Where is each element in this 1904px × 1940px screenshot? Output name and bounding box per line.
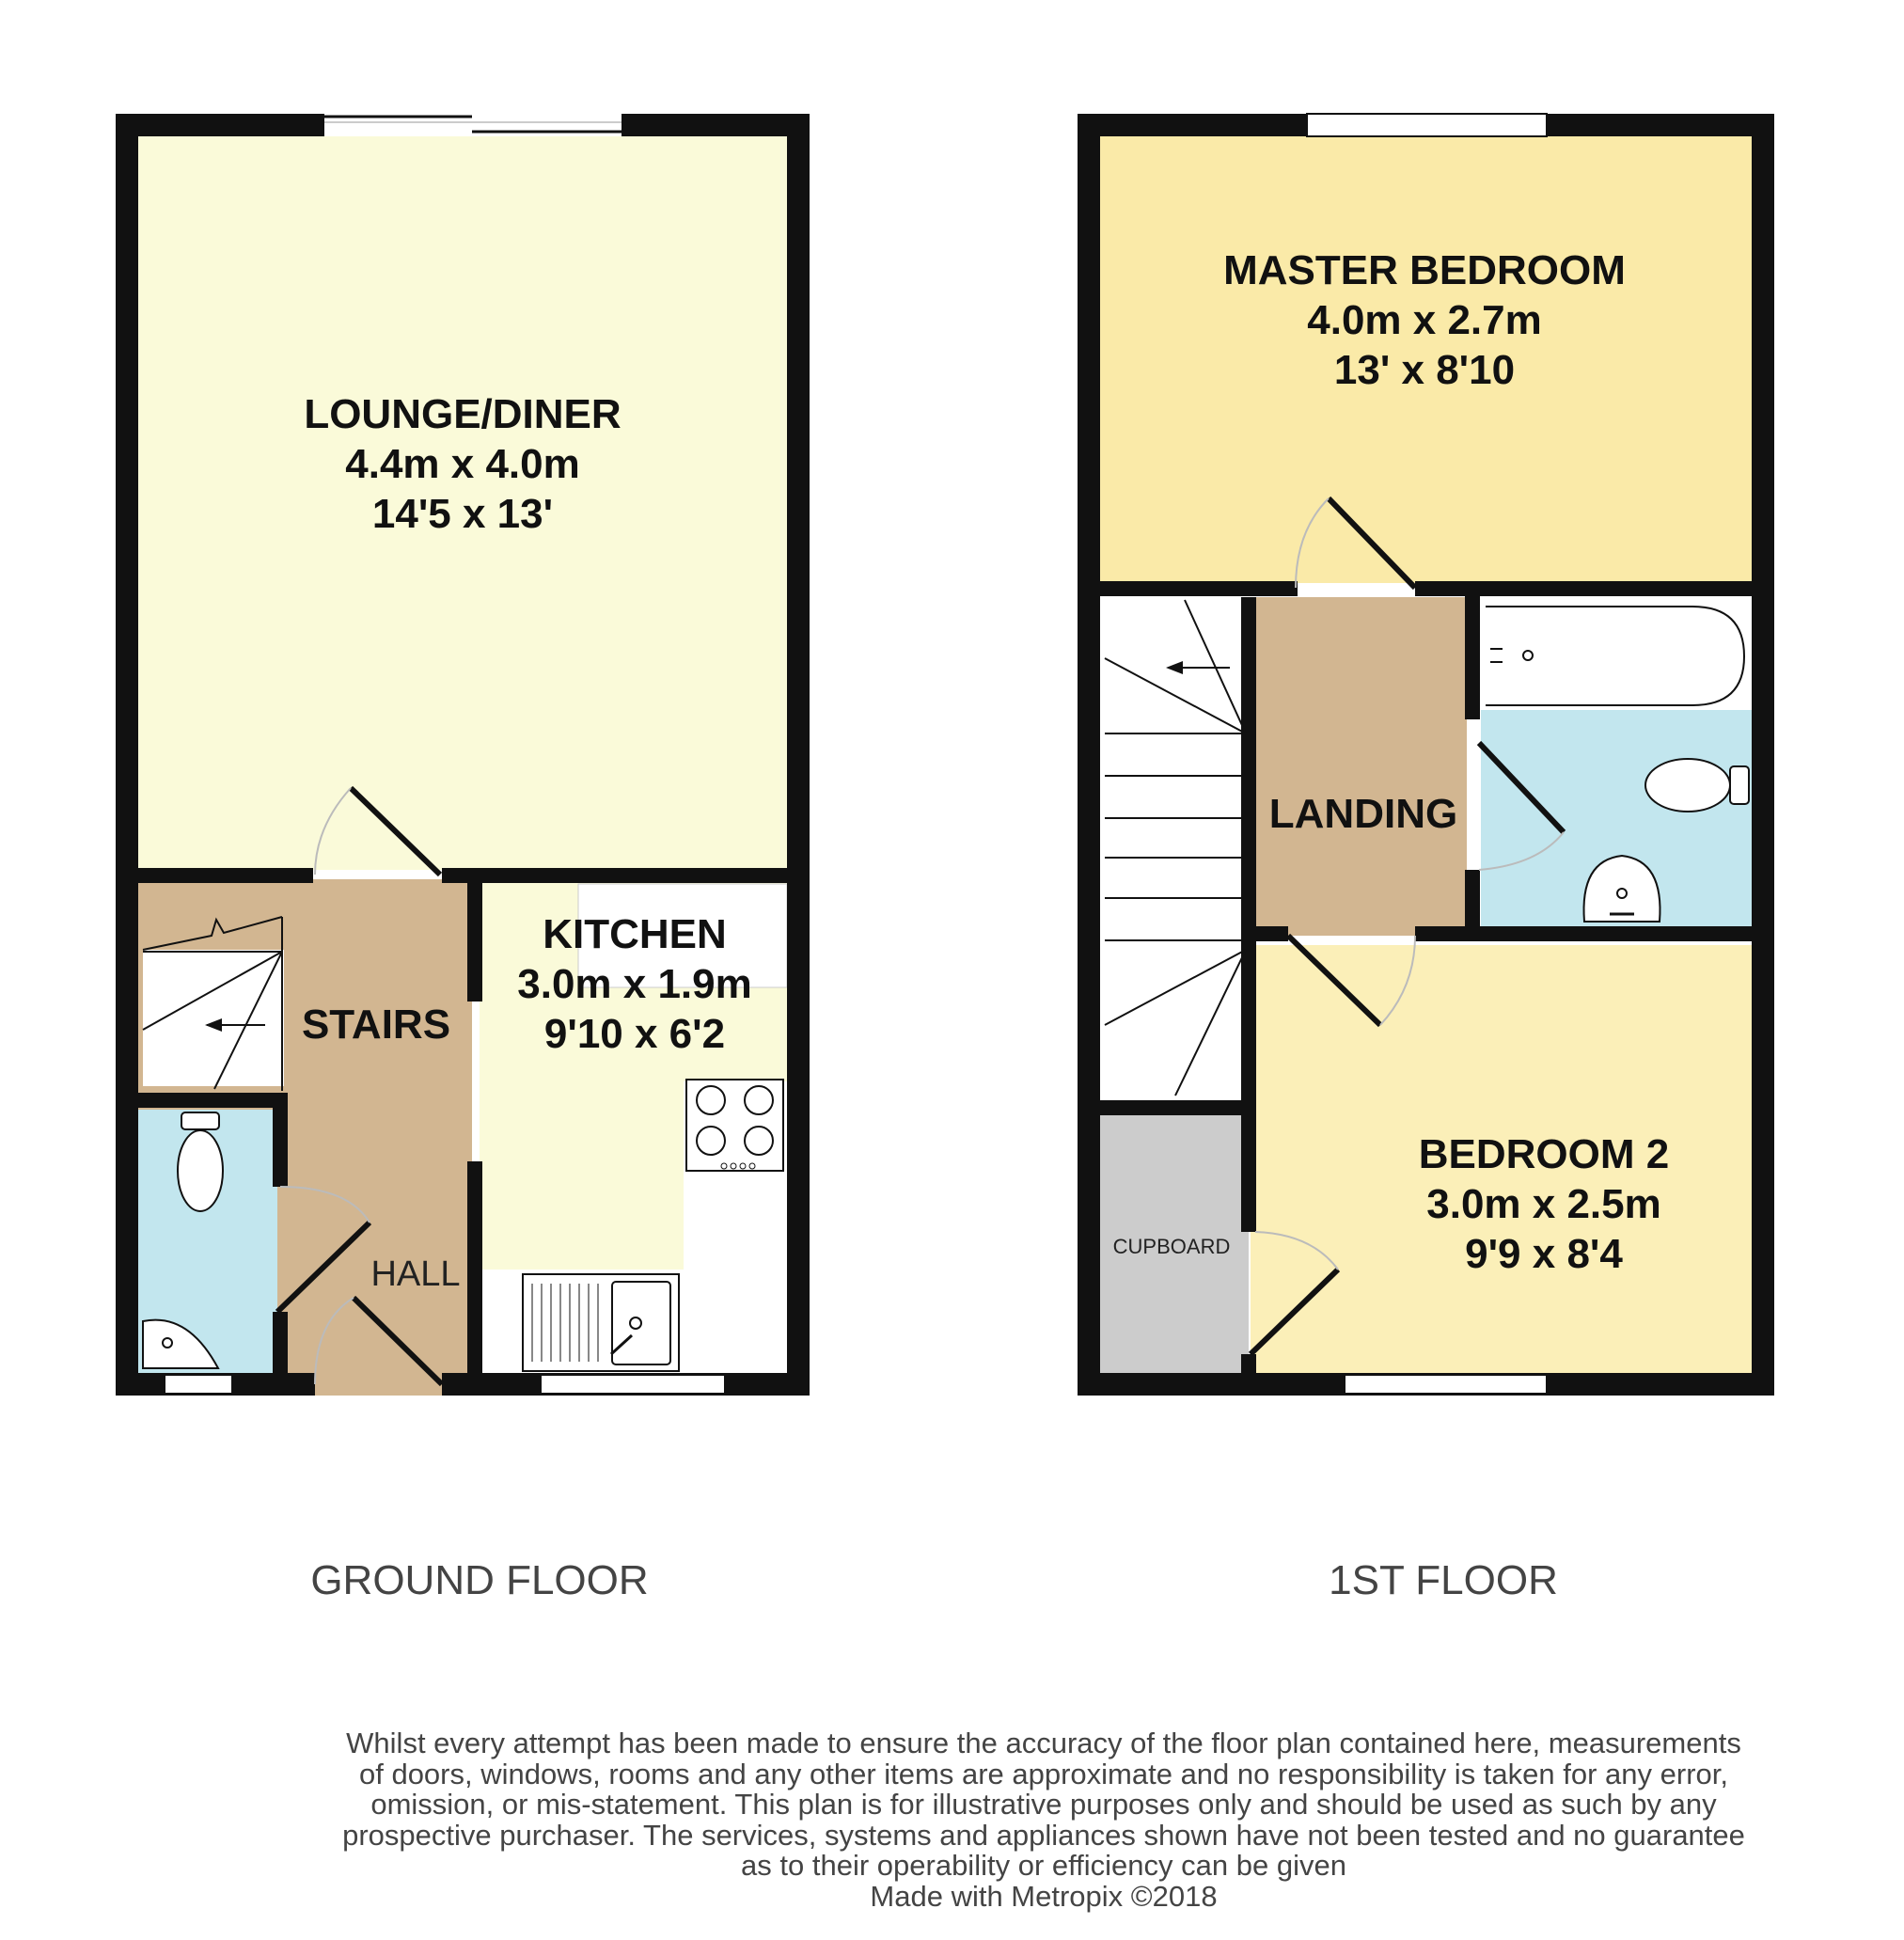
lounge-name-label: LOUNGE/DINER [304,391,622,437]
bathroom-toilet-icon [1645,759,1749,812]
hall-label: HALL [370,1254,461,1294]
ground-floor-plan [127,114,798,1603]
landing-west-wall [1241,597,1256,1110]
stairwell-south-wall [1089,1100,1256,1115]
disclaimer-text [263,1728,1824,1912]
kitchen-metric-label: 3.0m x 1.9m [517,961,752,1007]
wc-east-wall-top [273,1093,288,1187]
lounge-metric-label: 4.4m x 4.0m [345,441,580,487]
credit-line: Made with Metropix ©2018 [870,1879,1218,1913]
master-bedroom-imperial-label: 13' x 8'10 [1333,347,1516,393]
lounge-south-wall-left [127,868,313,883]
kitchen-imperial-label: 9'10 x 6'2 [543,1011,726,1057]
master-bedroom-name-label: MASTER BEDROOM [1223,247,1626,293]
landing-south-wall-left [1241,926,1288,941]
stairwell-area [1100,597,1246,1096]
kitchen-name-label: KITCHEN [543,911,727,957]
cupboard-east-wall-top [1241,1110,1256,1232]
wc-window [165,1375,232,1394]
lounge-south-wall-right [442,868,798,883]
disclaimer-line: of doors, windows, rooms and any other items are approximate and no responsibility is taken for any error, [358,1757,1728,1790]
master-bedroom-window [1307,114,1547,136]
lounge-imperial-label: 14'5 x 13' [371,491,554,537]
landing-south-wall-right [1415,926,1763,941]
first-floor-plan [1089,114,1763,1603]
bathroom-west-wall-top [1465,588,1480,719]
landing-label: LANDING [1268,791,1458,837]
disclaimer-line: prospective purchaser. The services, systems and appliances shown have not been tested and no guarantee [342,1818,1745,1852]
bedroom2-name-label: BEDROOM 2 [1418,1131,1670,1177]
first-floor-title: 1ST FLOOR [1329,1557,1558,1603]
master-bedroom-south-wall-left [1089,581,1298,596]
cupboard-east-wall-bottom [1241,1354,1256,1384]
understairs-wall [127,1093,287,1108]
disclaimer-line: as to their operability or efficiency can be given [741,1849,1346,1882]
bedroom2-imperial-label: 9'9 x 8'4 [1465,1231,1623,1277]
kitchen-west-wall-top [467,879,482,1002]
disclaimer-line: omission, or mis-statement. This plan is for illustrative purposes only and should be used as such by any [370,1788,1717,1821]
ground-floor-title: GROUND FLOOR [310,1557,649,1603]
stairs-label: STAIRS [301,1002,451,1048]
wc-toilet-icon [178,1112,223,1211]
disclaimer-line: Whilst every attempt has been made to ensure the accuracy of the floor plan contained here, measurements [346,1727,1741,1759]
bathroom-west-wall-bottom [1465,870,1480,936]
wc-east-wall-bottom [273,1312,288,1384]
kitchen-window [541,1375,725,1394]
kitchen-hob-icon [686,1080,783,1171]
front-door-gap [315,1373,442,1396]
cupboard-label: CUPBOARD [1112,1235,1231,1258]
master-bedroom-metric-label: 4.0m x 2.7m [1307,297,1542,343]
bedroom2-window [1345,1375,1547,1394]
kitchen-sink-icon [523,1274,679,1371]
kitchen-west-wall-bottom [467,1161,482,1384]
bedroom2-metric-label: 3.0m x 2.5m [1426,1181,1661,1227]
landing-room [1251,597,1467,936]
bath-icon [1484,604,1747,707]
